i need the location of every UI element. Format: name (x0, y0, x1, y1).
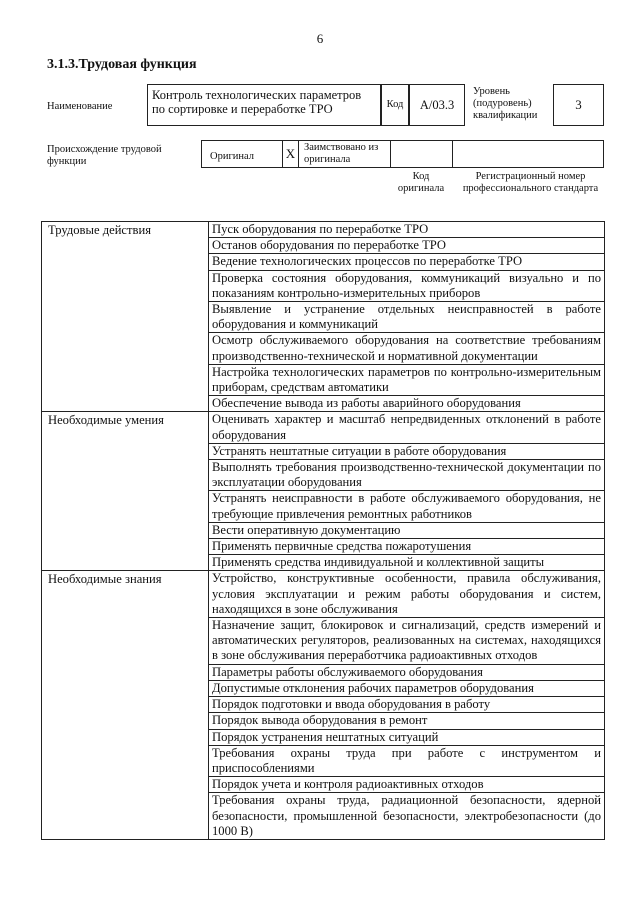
section-item: Порядок устранения нештатных ситуаций (209, 729, 605, 745)
origin-divider-2 (452, 140, 453, 168)
table-row (42, 222, 605, 238)
section-category: Трудовые действия (42, 222, 209, 412)
section-item: Устройство, конструктивные особенности, правила обслуживания, условия эксплуатации и режим работы оборудования и систем, находящихся в зоне обслуживания (209, 571, 605, 618)
level-label: Уровень (подуровень) квалификации (473, 86, 538, 121)
borrowed-label: Заимствовано из оригинала (304, 142, 379, 165)
section-item: Порядок учета и контроля радиоактивных отходов (209, 777, 605, 793)
original-mark: X (285, 146, 296, 161)
function-name-box (147, 84, 381, 126)
section-item: Устранять нештатные ситуации в работе оборудования (209, 443, 605, 459)
level-value-box (553, 84, 604, 126)
function-details-table (41, 221, 605, 840)
table-row (42, 571, 605, 618)
original-mark-cell (282, 140, 299, 168)
section-item: Осмотр обслуживаемого оборудования на соответствие требованиям производственно-технической и нормативной документации (209, 333, 605, 364)
section-category: Необходимые умения (42, 412, 209, 571)
section-item: Выявление и устранение отдельных неисправностей в работе оборудования и коммуникаций (209, 302, 605, 333)
section-item: Настройка технологических параметров по контрольно-измерительным приборам, средствам автоматики (209, 364, 605, 395)
section-item: Пуск оборудования по переработке ТРО (209, 222, 605, 238)
section-item: Устранять неисправности в работе обслуживаемого оборудования, не требующие привлечения ремонтных работников (209, 491, 605, 522)
origin-label: Происхождение трудовой функции (47, 144, 162, 167)
section-title: 3.1.3.Трудовая функция (47, 57, 197, 72)
code-value-box (409, 84, 465, 126)
section-item: Порядок вывода оборудования в ремонт (209, 713, 605, 729)
section-item: Вести оперативную документацию (209, 522, 605, 538)
level-value: 3 (575, 97, 582, 112)
section-item: Применять средства индивидуальной и коллективной защиты (209, 555, 605, 571)
origin-divider-1 (390, 140, 391, 168)
section-item: Обеспечение вывода из работы аварийного оборудования (209, 396, 605, 412)
section-item: Назначение защит, блокировок и сигнализаций, средств измерений и автоматических регуляторов, реализованных на системах, находящихся в зоне обслуживания переработчика радиоактивных отходов (209, 618, 605, 665)
section-item: Останов оборудования по переработке ТРО (209, 238, 605, 254)
section-item: Оценивать характер и масштаб непредвиденных отклонений в работе оборудования (209, 412, 605, 443)
table-row (42, 412, 605, 443)
function-name: Контроль технологических параметров по сортировке и переработке ТРО (152, 88, 362, 116)
section-item: Выполнять требования производственно-технической документации по эксплуатации оборудования (209, 460, 605, 491)
section-item: Требования охраны труда, радиационной безопасности, ядерной безопасности, промышленной безопасности, электробезопасности (до 1000 В) (209, 793, 605, 840)
page-number: 6 (316, 31, 324, 46)
section-item: Требования охраны труда при работе с инструментом и приспособлениями (209, 745, 605, 776)
section-item: Ведение технологических процессов по переработке ТРО (209, 254, 605, 270)
section-category: Необходимые знания (42, 571, 209, 839)
code-original-caption: Код оригинала (397, 171, 445, 194)
code-label-box (381, 84, 409, 126)
original-label: Оригинал (210, 151, 254, 162)
name-label: Наименование (47, 101, 113, 112)
reg-number-caption: Регистрационный номер профессионального стандарта (462, 171, 599, 194)
section-item: Допустимые отклонения рабочих параметров оборудования (209, 680, 605, 696)
code-value: А/03.3 (419, 98, 455, 112)
origin-row (201, 140, 604, 168)
code-label: Код (386, 99, 404, 110)
section-item: Порядок подготовки и ввода оборудования в работу (209, 697, 605, 713)
section-item: Параметры работы обслуживаемого оборудования (209, 664, 605, 680)
section-item: Применять первичные средства пожаротушения (209, 539, 605, 555)
section-item: Проверка состояния оборудования, коммуникаций визуально и по показаниям контрольно-измерительных приборов (209, 270, 605, 301)
